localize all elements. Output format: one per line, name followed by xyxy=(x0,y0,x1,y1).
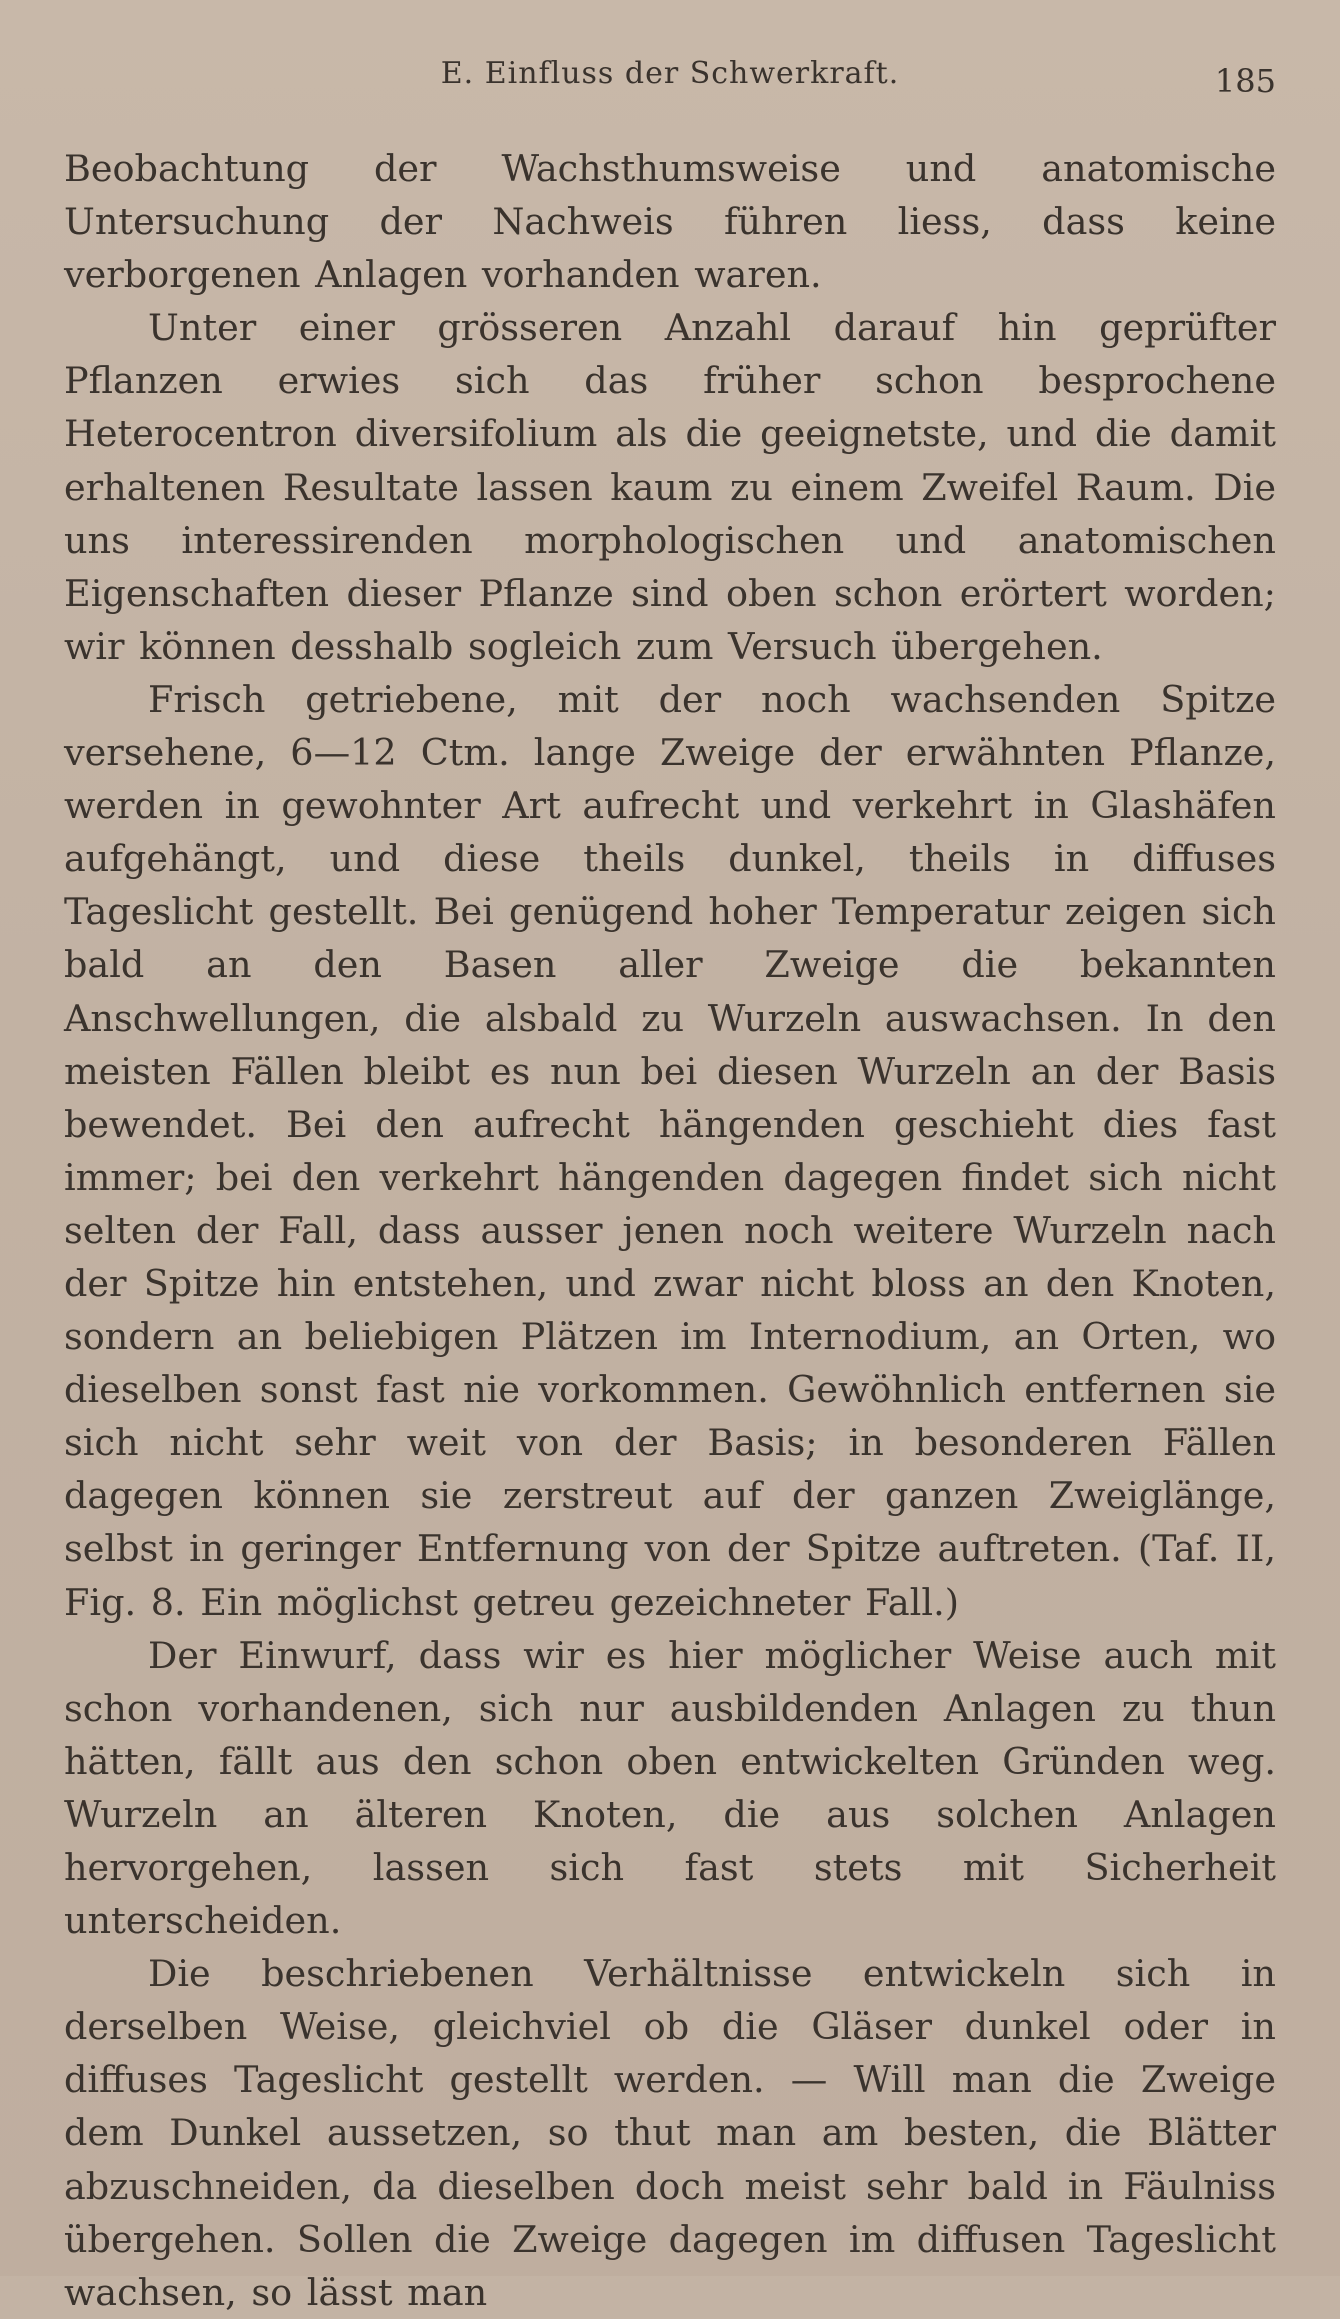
paragraph-3: Frisch getriebene, mit der noch wachsenden Spitze versehene, 6—12 Ctm. lange Zweige der erwähnten Pflanze, werden in gewohnter Art aufrecht und verkehrt in Glashäfen aufgehängt, und diese theils dunkel, theils in diffuses Tageslicht gestellt. Bei genügend hoher Temperatur zeigen sich bald an den Basen aller Zweige die bekannten Anschwellungen, die alsbald zu Wurzeln auswachsen. In den meisten Fällen bleibt es nun bei diesen Wurzeln an der Basis bewendet. Bei den aufrecht hängenden geschieht dies fast immer; bei den verkehrt hängenden dagegen findet sich nicht selten der Fall, dass ausser jenen noch weitere Wurzeln nach der Spitze hin entstehen, und zwar nicht bloss an den Knoten, sondern an beliebigen Plätzen im Internodium, an Orten, wo dieselben sonst fast nie vorkommen. Gewöhnlich entfernen sie sich nicht sehr weit von der Basis; in besonderen Fällen dagegen können sie zerstreut auf der ganzen Zweiglänge, selbst in geringer Entfernung von der Spitze auftreten. (Taf. II, Fig. 8. Ein möglichst getreu gezeichneter Fall.) xyxy=(64,677,1276,1624)
paragraph-4: Der Einwurf, dass wir es hier möglicher Weise auch mit schon vorhandenen, sich nur ausbildenden Anlagen zu thun hätten, fällt aus den schon oben entwickelten Gründen weg. Wurzeln an älteren Knoten, die aus solchen Anlagen hervorgehen, lassen sich fast stets mit Sicherheit unterscheiden. xyxy=(64,1633,1276,1943)
paragraph-2: Unter einer grösseren Anzahl darauf hin geprüfter Pflanzen erwies sich das früher schon besprochene Heterocentron diversifolium als die geeignetste, und die damit erhaltenen Resultate lassen kaum zu einem Zweifel Raum. Die uns interessirenden morphologischen und anatomischen Eigenschaften dieser Pflanze sind oben schon erörtert worden; wir können desshalb sogleich zum Versuch übergehen. xyxy=(64,306,1276,668)
paragraph-5: Die beschriebenen Verhältnisse entwickeln sich in derselben Weise, gleichviel ob die Gläser dunkel oder in diffuses Tageslicht gestellt werden. — Will man die Zweige dem Dunkel aussetzen, so thut man am besten, die Blätter abzuschneiden, da dieselben doch meist sehr bald in Fäulniss übergehen. Sollen die Zweige dagegen im diffusen Tageslicht wachsen, so lässt man xyxy=(64,1952,1276,2314)
paragraph-1: Beobachtung der Wachsthumsweise und anatomische Untersuchung der Nachweis führen liess, dass keine verborgenen Anlagen vorhanden waren. xyxy=(64,147,1276,297)
page-number: 185 xyxy=(1214,62,1276,100)
body-text xyxy=(64,142,1276,2319)
page-header xyxy=(64,56,1276,106)
running-title: E. Einfluss der Schwerkraft. xyxy=(440,56,900,91)
